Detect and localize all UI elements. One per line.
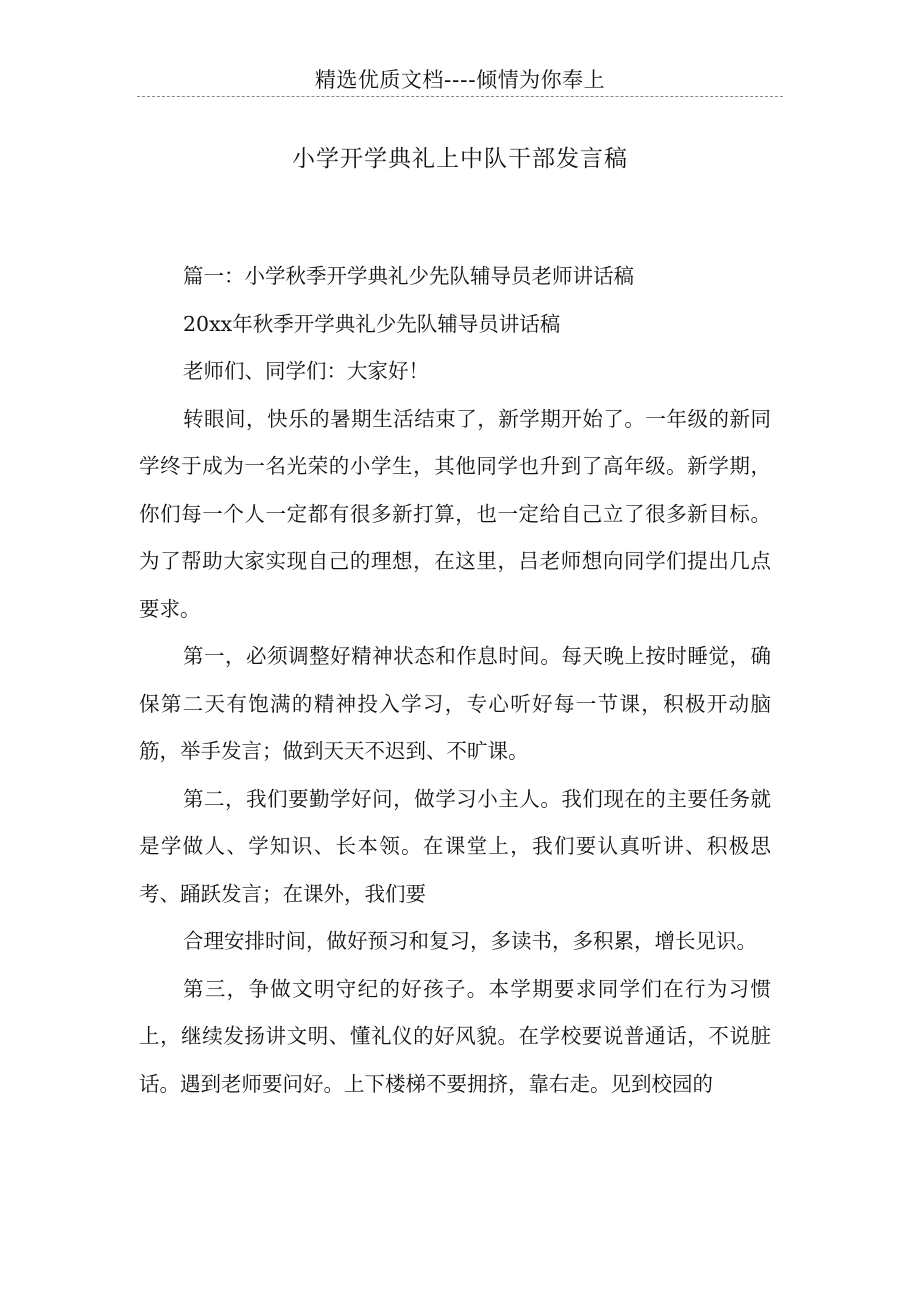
document-title: 小学开学典礼上中队干部发言稿 [292,146,628,172]
paragraph-point-two-continued: 合理安排时间，做好预习和复习，多读书，多积累，增长见识。 [183,929,757,953]
paragraph-section-heading: 篇一：小学秋季开学典礼少先队辅导员老师讲话稿 [183,264,634,288]
paragraph-subtitle: 20xx年秋季开学典礼少先队辅导员讲话稿 [183,311,561,336]
paragraph-point-two: 第二，我们要勤学好问，做学习小主人。我们现在的主要任务就是学做人、学知识、长本领。在课堂上，我们要认真听讲、积极思考、踊跃发言；在课外，我们要 [139,786,771,906]
page-header: 精选优质文档----倾情为你奉上 [314,68,606,92]
paragraph-greeting: 老师们、同学们：大家好！ [183,359,429,383]
paragraph-intro: 转眼间，快乐的暑期生活结束了，新学期开始了。一年级的新同学终于成为一名光荣的小学生，其他同学也升到了高年级。新学期，你们每一个人一定都有很多新打算，也一定给自己立了很多新目标。为了帮助大家实现自己的理想，在这里，吕老师想向同学们提出几点要求。 [139,406,771,621]
document-body [139,253,771,1108]
header-divider [137,96,783,97]
paragraph-point-one: 第一，必须调整好精神状态和作息时间。每天晚上按时睡觉，确保第二天有饱满的精神投入学习，专心听好每一节课，积极开动脑筋，举手发言；做到天天不迟到、不旷课。 [139,644,771,763]
paragraph-point-three: 第三，争做文明守纪的好孩子。本学期要求同学们在行为习惯上，继续发扬讲文明、懂礼仪的好风貌。在学校要说普通话，不说脏话。遇到老师要问好。上下楼梯不要拥挤，靠右走。见到校园的 [139,976,771,1096]
